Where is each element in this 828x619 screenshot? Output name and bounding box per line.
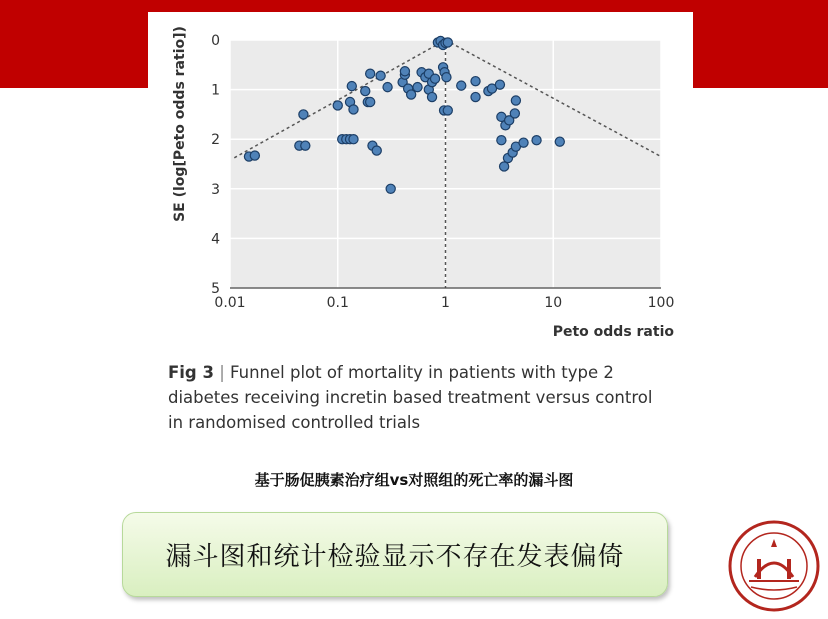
data-point xyxy=(366,69,375,78)
data-point xyxy=(430,74,439,83)
data-point xyxy=(495,80,504,89)
data-point xyxy=(510,109,519,118)
data-point xyxy=(366,97,375,106)
x-tick-label: 10 xyxy=(544,295,563,311)
data-point xyxy=(443,38,452,47)
data-point xyxy=(400,67,409,76)
data-point xyxy=(386,184,395,193)
data-point xyxy=(442,73,451,82)
data-point xyxy=(427,92,436,101)
y-tick-label: 5 xyxy=(211,281,220,297)
funnel-plot xyxy=(148,12,693,352)
y-tick-label: 1 xyxy=(211,82,220,99)
data-point xyxy=(413,83,422,92)
university-seal-icon xyxy=(727,519,821,613)
caption-line-2: diabetes receiving incretin based treatment versus control xyxy=(168,388,653,407)
figure-caption xyxy=(168,360,678,435)
data-point xyxy=(511,96,520,105)
conclusion-text: 漏斗图和统计检验显示不存在发表偏倚 xyxy=(165,542,625,572)
data-point xyxy=(349,105,358,114)
data-point xyxy=(500,162,509,171)
y-tick-label: 4 xyxy=(211,231,220,248)
x-tick-label: 0.01 xyxy=(214,295,246,311)
data-point xyxy=(471,77,480,86)
data-point xyxy=(519,138,528,147)
x-axis-label: Peto odds ratio xyxy=(552,324,674,340)
figure-card xyxy=(148,12,693,445)
data-point xyxy=(349,135,358,144)
data-point xyxy=(532,136,541,145)
caption-line-3: in randomised controlled trials xyxy=(168,413,421,432)
data-point xyxy=(361,86,370,95)
data-point xyxy=(555,137,564,146)
x-tick-label: 100 xyxy=(647,295,675,311)
data-point xyxy=(407,90,416,99)
data-point xyxy=(299,110,308,119)
data-point xyxy=(457,81,466,90)
y-tick-label: 0 xyxy=(211,33,220,49)
x-tick-label: 0.1 xyxy=(326,295,349,311)
x-tick-label: 1 xyxy=(441,295,450,311)
data-point xyxy=(376,71,385,80)
data-point xyxy=(443,106,452,115)
data-point xyxy=(333,101,342,110)
data-point xyxy=(301,141,310,150)
y-tick-label: 2 xyxy=(211,132,220,149)
y-tick-label: 3 xyxy=(211,181,220,198)
caption-fig-number: Fig 3 xyxy=(168,363,214,382)
y-axis-label: SE (log[Peto odds ratio]) xyxy=(172,26,188,222)
conclusion-box xyxy=(122,512,668,597)
data-point xyxy=(383,83,392,92)
data-point xyxy=(347,82,356,91)
data-point xyxy=(471,92,480,101)
chinese-chart-title: 基于肠促胰素治疗组vs对照组的死亡率的漏斗图 xyxy=(254,471,574,489)
caption-line-1: Funnel plot of mortality in patients with type 2 xyxy=(230,363,614,382)
data-point xyxy=(250,151,259,160)
data-point xyxy=(372,146,381,155)
caption-separator: | xyxy=(219,363,225,382)
data-point xyxy=(497,136,506,145)
